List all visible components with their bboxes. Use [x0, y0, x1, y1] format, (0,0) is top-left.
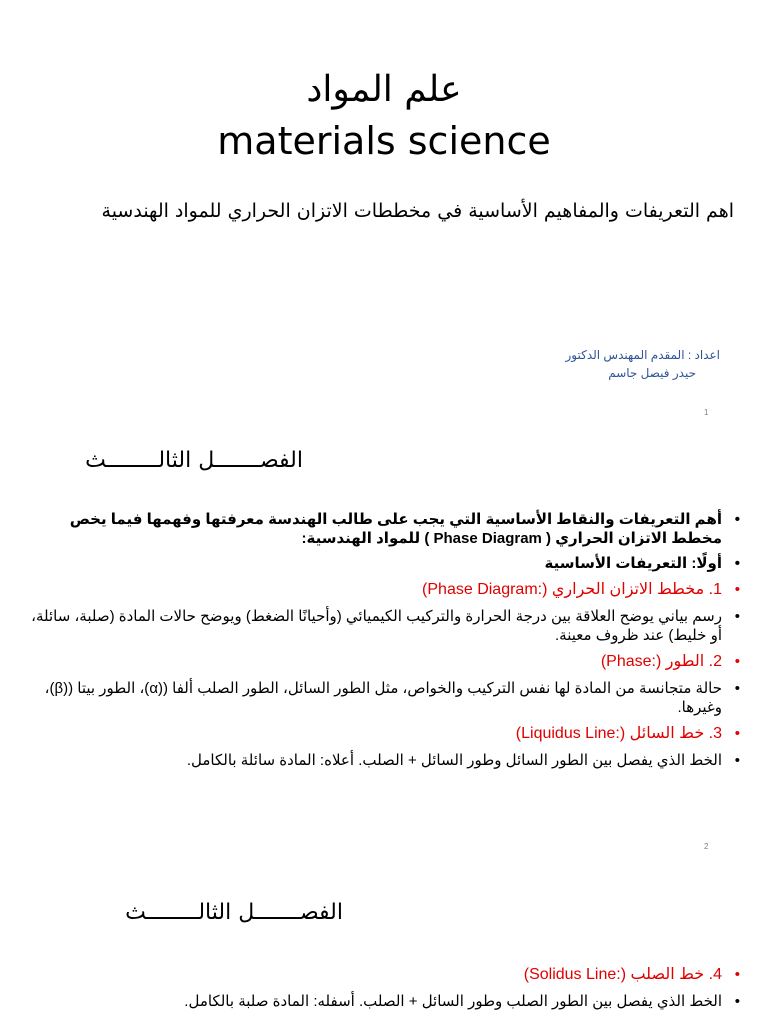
chapter-heading: الفصـــــــل الثالــــــــث: [125, 900, 343, 925]
list-item: • 3. خط السائل (:Liquidus Line): [30, 723, 742, 745]
slide-title-arabic: علم المواد: [306, 69, 462, 110]
title-slide: [0, 0, 768, 428]
list-item: • الخط الذي يفصل بين الطور السائل وطور السائل + الصلب. أعلاه: المادة سائلة بالكامل.: [30, 751, 742, 770]
definitions-slide: [0, 428, 768, 856]
list-item: • أهم التعريفات والنقاط الأساسية التي يجب على طالب الهندسة معرفتها وفهمها فيما يخص مخطط الاتزان الحراري ( Phase Diagram ) للمواد الهندسية:: [30, 510, 742, 548]
author-line-2: حيدر فيصل جاسم: [608, 366, 696, 380]
chapter-heading: الفصـــــــل الثالــــــــث: [85, 448, 303, 473]
slide-title-english: materials science: [217, 119, 551, 163]
list-item: • أولًا: التعريفات الأساسية: [30, 554, 742, 573]
list-item: • 4. خط الصلب (:Solidus Line): [30, 964, 742, 986]
list-item: • 2. الطور (:Phase): [30, 651, 742, 673]
author-block: [420, 346, 720, 382]
author-line-1: اعداد : المقدم المهندس الدكتور: [565, 348, 720, 362]
page-number: 1: [704, 408, 709, 417]
list-item: • حالة متجانسة من المادة لها نفس التركيب والخواص، مثل الطور السائل، الطور الصلب ألفا ((α)، الطور بيتا ((β)، وغيرها.: [30, 679, 742, 717]
definitions-slide-continued: [0, 856, 768, 1024]
list-item: • 1. مخطط الاتزان الحراري (:Phase Diagram): [30, 579, 742, 601]
bullet-list: [30, 964, 742, 1017]
bullet-list: [30, 510, 742, 776]
list-item: • رسم بياني يوضح العلاقة بين درجة الحرارة والتركيب الكيميائي (وأحيانًا الضغط) ويوضح حالات المادة (صلبة، سائلة، أو خليط) عند ظروف معينة.: [30, 607, 742, 645]
page-number: 2: [704, 842, 709, 851]
list-item: • الخط الذي يفصل بين الطور الصلب وطور السائل + الصلب. أسفله: المادة صلبة بالكامل.: [30, 992, 742, 1011]
slide-subtitle: اهم التعريفات والمفاهيم الأساسية في مخططات الاتزان الحراري للمواد الهندسية: [101, 200, 734, 222]
